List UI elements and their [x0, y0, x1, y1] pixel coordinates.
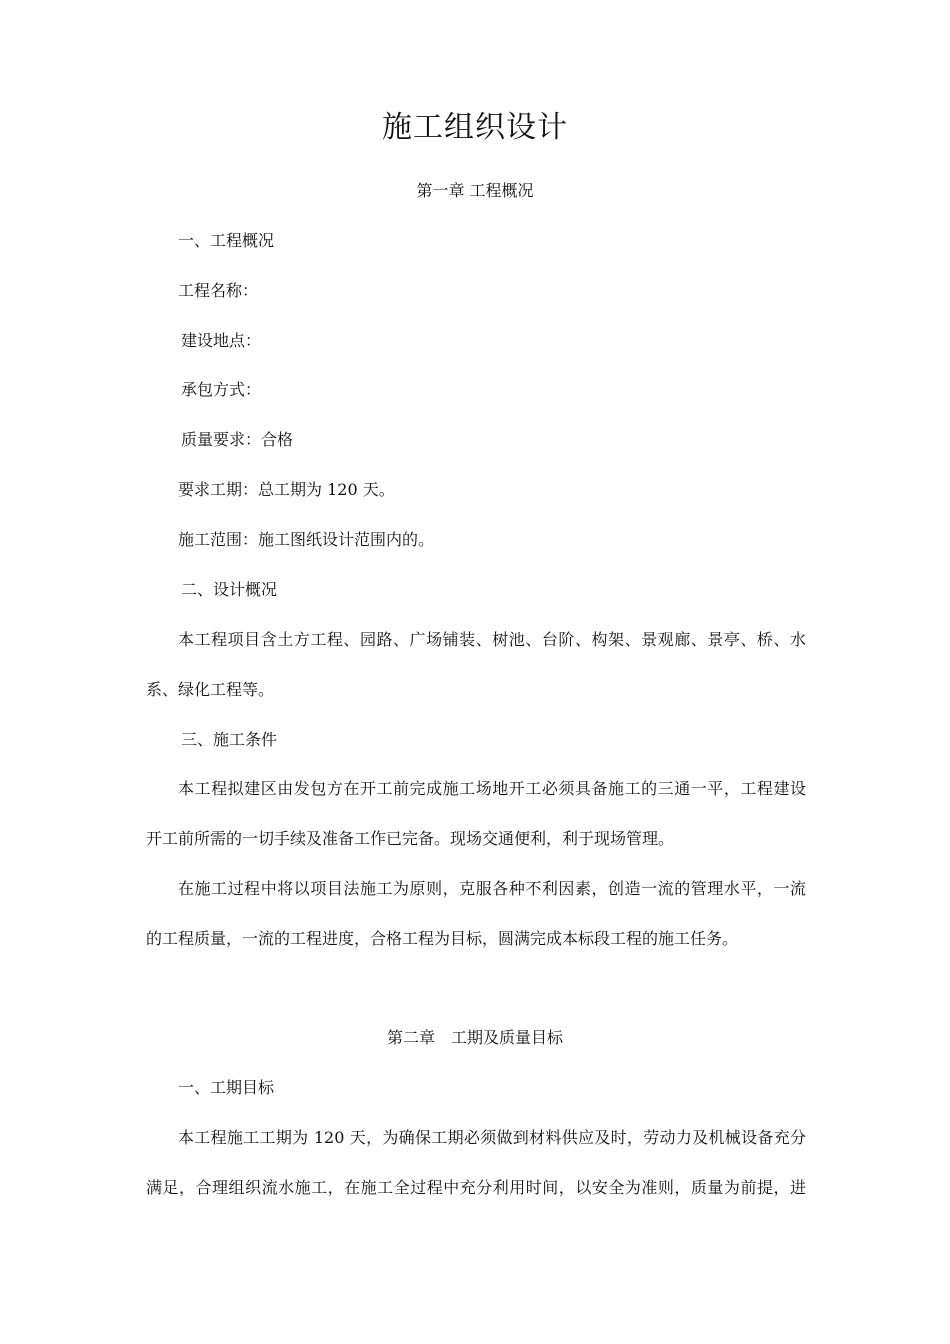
conditions-paragraph-2-line-2: 的工程质量，一流的工程进度，合格工程为目标，圆满完成本标段工程的施工任务。 [146, 929, 739, 948]
section-3-heading: 三、施工条件 [181, 730, 278, 749]
design-paragraph-line-2: 系、绿化工程等。 [146, 680, 275, 699]
duration-requirement-line: 要求工期：总工期为 120 天。 [178, 480, 395, 499]
conditions-paragraph-1-line-1: 本工程拟建区由发包方在开工前完成施工场地开工必须具备施工的三通一平，工程建设 [178, 779, 806, 798]
construction-scope-line: 施工范围：施工图纸设计范围内的。 [178, 530, 435, 549]
conditions-paragraph-2-line-1: 在施工过程中将以项目法施工为原则，克服各种不利因素，创造一流的管理水平，一流 [178, 879, 806, 898]
chapter-1-heading: 第一章 工程概况 [416, 181, 534, 200]
section-1-heading: 一、工程概况 [178, 231, 275, 250]
location-line: 建设地点： [181, 331, 262, 350]
schedule-paragraph-line-2: 满足，合理组织流水施工，在施工全过程中充分利用时间，以安全为准则，质量为前提，进 [146, 1178, 806, 1197]
contract-mode-line: 承包方式： [181, 380, 262, 399]
section-2-heading: 二、设计概况 [181, 580, 278, 599]
schedule-paragraph-line-1: 本工程施工工期为 120 天，为确保工期必须做到材料供应及时，劳动力及机械设备充分 [178, 1128, 806, 1147]
chapter-2-heading: 第二章 工期及质量目标 [386, 1028, 563, 1047]
project-name-line: 工程名称： [178, 281, 259, 300]
document-title: 施工组织设计 [382, 110, 568, 145]
conditions-paragraph-1-line-2: 开工前所需的一切手续及准备工作已完备。现场交通便利，利于现场管理。 [146, 829, 675, 848]
schedule-goal-heading: 一、工期目标 [178, 1078, 275, 1097]
quality-requirement-line: 质量要求：合格 [181, 430, 294, 449]
design-paragraph-line-1: 本工程项目含土方工程、园路、广场铺装、树池、台阶、构架、景观廊、景亭、桥、水 [178, 630, 806, 649]
